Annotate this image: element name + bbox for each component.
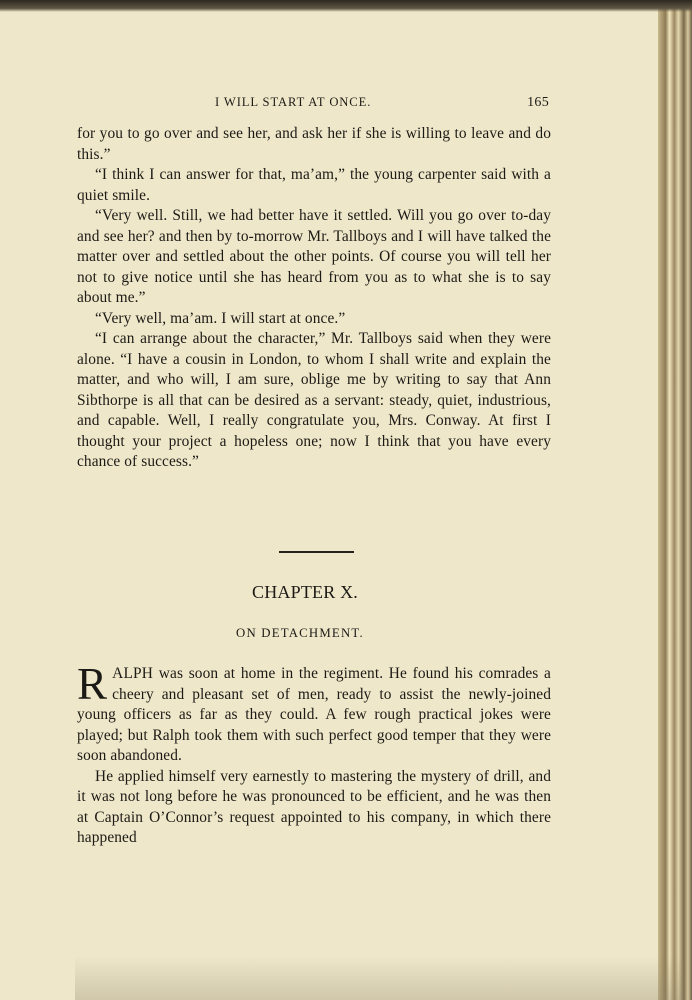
chapter-nine-ending <box>77 124 551 473</box>
chapter-ten-opening <box>77 659 551 849</box>
running-head <box>215 95 549 110</box>
page-number: 165 <box>527 95 549 110</box>
first-paragraph-rest: was soon at home in the regiment. He found his comrades a cheery and pleasant set of men, ready to assist the newly-joined young officers as far as they could. A few rough practical jokes were played; but Ralph took them with such perfect good temper that they were soon abandoned. <box>77 665 551 764</box>
paragraph-2: “I think I can answer for that, ma’am,” the young carpenter said with a quiet smile. <box>77 166 551 204</box>
paragraph-4: “Very well, ma’am. I will start at once.” <box>95 309 346 327</box>
first-word-rest: ALPH <box>112 665 154 682</box>
scan-top-edge <box>0 0 692 12</box>
paragraph-3: “Very well. Still, we had better have it settled. Will you go over to-day and see her? and then by to-morrow Mr. Tallboys and I will have talked the matter over and settled about the other points. Of course you will tell her not to give notice until she has heard from you as to what she is to say about me.” <box>77 207 551 306</box>
chapter-second-paragraph: He applied himself very earnestly to mastering the mystery of drill, and it was not long before he was pronounced to be efficient, and he was then at Captain O’Connor’s request appointed to his company, in which there happened <box>77 767 551 846</box>
chapter-title: CHAPTER X. <box>252 582 359 602</box>
running-title: I WILL START AT ONCE. <box>215 95 372 109</box>
drop-cap: R <box>77 659 108 709</box>
section-divider <box>279 551 354 553</box>
chapter-first-paragraph <box>77 659 551 767</box>
paragraph-5: “I can arrange about the character,” Mr. Tallboys said when they were alone. “I have a cousin in London, to whom I shall write and explain the matter, and who will, I am sure, oblige me by writing to say that Ann Sibthorpe is all that can be desired as a servant: steady, quiet, industrious, and capable. Well, I really congratulate you, Mrs. Conway. At first I thought your project a hopeless one; now I think that you have every chance of success.” <box>77 330 551 470</box>
book-spine-edge <box>658 0 692 1000</box>
chapter-subtitle: ON DETACHMENT. <box>236 626 364 640</box>
scan-bottom-shadow <box>75 956 685 1000</box>
paragraph-1: for you to go over and see her, and ask her if she is willing to leave and do this.” <box>77 125 551 163</box>
